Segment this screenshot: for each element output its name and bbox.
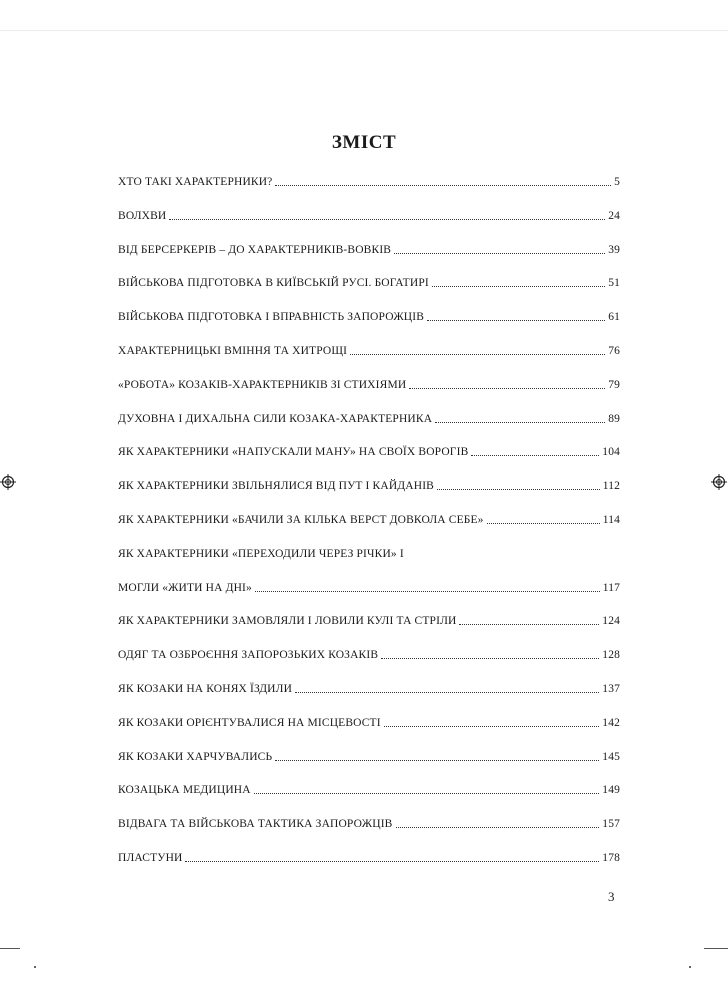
toc-entry: [118, 478, 620, 512]
toc-entry: [118, 647, 620, 681]
toc-entry: [118, 749, 620, 783]
toc-entry-title: ВІЙСЬКОВА ПІДГОТОВКА І ВПРАВНІСТЬ ЗАПОРОЖЦІВ: [118, 311, 425, 324]
toc-entry: [118, 444, 620, 478]
toc-entry-page: 61: [608, 311, 620, 324]
toc-leader-dots: [185, 850, 599, 862]
toc-leader-dots: [275, 749, 599, 761]
toc-leader-dots: [384, 715, 600, 727]
toc-entry-page: 5: [614, 176, 620, 188]
toc-entry-title: ОДЯГ ТА ОЗБРОЄННЯ ЗАПОРОЗЬКИХ КОЗАКІВ: [118, 649, 379, 662]
toc-entry-page: 51: [608, 277, 620, 290]
toc-entry-title: ЯК ХАРАКТЕРНИКИ «НАПУСКАЛИ МАНУ» НА СВОЇХ ВОРОГІВ: [118, 446, 469, 459]
toc-entry: [118, 174, 620, 208]
toc-entry: [118, 275, 620, 309]
toc-entry: [118, 377, 620, 411]
toc-entry-title: «РОБОТА» КОЗАКІВ-ХАРАКТЕРНИКІВ ЗІ СТИХІЯМИ: [118, 378, 407, 391]
toc-entry: [118, 782, 620, 816]
toc-entry-page: 104: [602, 446, 620, 459]
toc-leader-dots: [432, 275, 605, 287]
toc-entry-title: ВІДВАГА ТА ВІЙСЬКОВА ТАКТИКА ЗАПОРОЖЦІВ: [118, 818, 393, 831]
registration-mark-icon: [711, 474, 727, 490]
toc-entry: [118, 309, 620, 343]
toc-entry-page: 137: [602, 682, 620, 695]
registration-mark-icon: [0, 474, 16, 490]
toc-entry: [118, 546, 620, 580]
toc-entry-page: 89: [608, 412, 620, 425]
crop-mark: [704, 948, 728, 949]
toc-entry: [118, 411, 620, 445]
toc-entry: [118, 580, 620, 614]
toc-entry-title: ЯК КОЗАКИ ОРІЄНТУВАЛИСЯ НА МІСЦЕВОСТІ: [118, 716, 381, 729]
toc-entry-title: ЯК ХАРАКТЕРНИКИ ЗВІЛЬНЯЛИСЯ ВІД ПУТ І КАЙДАНІВ: [118, 480, 434, 493]
toc-leader-dots: [409, 377, 605, 389]
toc-entry-title: ЯК ХАРАКТЕРНИКИ «БАЧИЛИ ЗА КІЛЬКА ВЕРСТ ДОВКОЛА СЕБЕ»: [118, 513, 484, 526]
toc-leader-dots: [394, 242, 605, 254]
toc-entry-page: 76: [608, 344, 620, 357]
toc-entry: [118, 816, 620, 850]
toc-entry-title: ХАРАКТЕРНИЦЬКІ ВМІННЯ ТА ХИТРОЩІ: [118, 344, 348, 357]
toc-entry-page: 178: [602, 851, 620, 864]
toc-entry-page: 142: [602, 716, 620, 729]
toc-entry-page: 112: [602, 480, 620, 493]
toc-entry: [118, 242, 620, 276]
toc-leader-dots: [396, 816, 600, 828]
toc-entry-page: 149: [602, 784, 620, 797]
toc-leader-dots: [295, 681, 599, 693]
toc-entry-page: 124: [602, 615, 620, 628]
trim-dot: [34, 966, 36, 968]
toc-entry-title: МОГЛИ «ЖИТИ НА ДНІ»: [118, 581, 252, 594]
toc-entry-page: 24: [608, 209, 620, 222]
toc-entry-page: 117: [602, 581, 620, 594]
toc-entry-page: 157: [602, 818, 620, 831]
toc-entry: [118, 715, 620, 749]
toc-entry: [118, 850, 620, 884]
toc-entry-page: 79: [608, 378, 620, 391]
crop-mark: [0, 948, 20, 949]
toc-leader-dots: [427, 309, 605, 321]
trim-dot: [689, 966, 691, 968]
toc-entry: [118, 512, 620, 546]
toc-entry-page: 145: [602, 750, 620, 763]
toc-entry-title: ВІЙСЬКОВА ПІДГОТОВКА В КИЇВСЬКІЙ РУСІ. БОГАТИРІ: [118, 277, 429, 290]
toc-entry-title: ЯК ХАРАКТЕРНИКИ «ПЕРЕХОДИЛИ ЧЕРЕЗ РІЧКИ» І: [118, 547, 404, 560]
toc-entry-title: ЯК ХАРАКТЕРНИКИ ЗАМОВЛЯЛИ І ЛОВИЛИ КУЛІ ТА СТРІЛИ: [118, 615, 457, 628]
toc-leader-dots: [435, 411, 605, 423]
toc-leader-dots: [487, 512, 600, 524]
toc-entry: [118, 208, 620, 242]
toc-entry-title: ВОЛХВИ: [118, 209, 167, 222]
toc-entry-title: КОЗАЦЬКА МЕДИЦИНА: [118, 784, 251, 797]
toc-entry-title: ПЛАСТУНИ: [118, 851, 183, 864]
page-title: ЗМІСТ: [331, 132, 397, 153]
toc-entry-title: ХТО ТАКІ ХАРАКТЕРНИКИ?: [118, 176, 273, 188]
toc-entry-page: 128: [602, 649, 620, 662]
toc-leader-dots: [169, 208, 605, 220]
toc-leader-dots: [459, 613, 599, 625]
toc-entry-page: 39: [608, 243, 620, 256]
toc-leader-dots: [381, 647, 599, 659]
toc-leader-dots: [437, 478, 600, 490]
page-number: 3: [608, 889, 615, 904]
toc-entry: [118, 613, 620, 647]
top-rule: [0, 30, 728, 31]
toc-leader-dots: [255, 580, 600, 592]
toc-leader-dots: [275, 174, 611, 186]
toc-entry-page: 114: [602, 513, 620, 526]
toc-entry-title: ЯК КОЗАКИ НА КОНЯХ ЇЗДИЛИ: [118, 682, 293, 695]
toc-entry-title: ЯК КОЗАКИ ХАРЧУВАЛИСЬ: [118, 750, 273, 763]
toc-entry-title: ВІД БЕРСЕРКЕРІВ – ДО ХАРАКТЕРНИКІВ-ВОВКІВ: [118, 243, 392, 256]
toc-entry: [118, 343, 620, 377]
toc-entry-title: ДУХОВНА І ДИХАЛЬНА СИЛИ КОЗАКА-ХАРАКТЕРНИКА: [118, 412, 433, 425]
toc-leader-dots: [471, 444, 599, 456]
toc-leader-dots: [254, 782, 600, 794]
toc-leader-dots: [350, 343, 605, 355]
toc-entry: [118, 681, 620, 715]
table-of-contents: [118, 174, 620, 884]
